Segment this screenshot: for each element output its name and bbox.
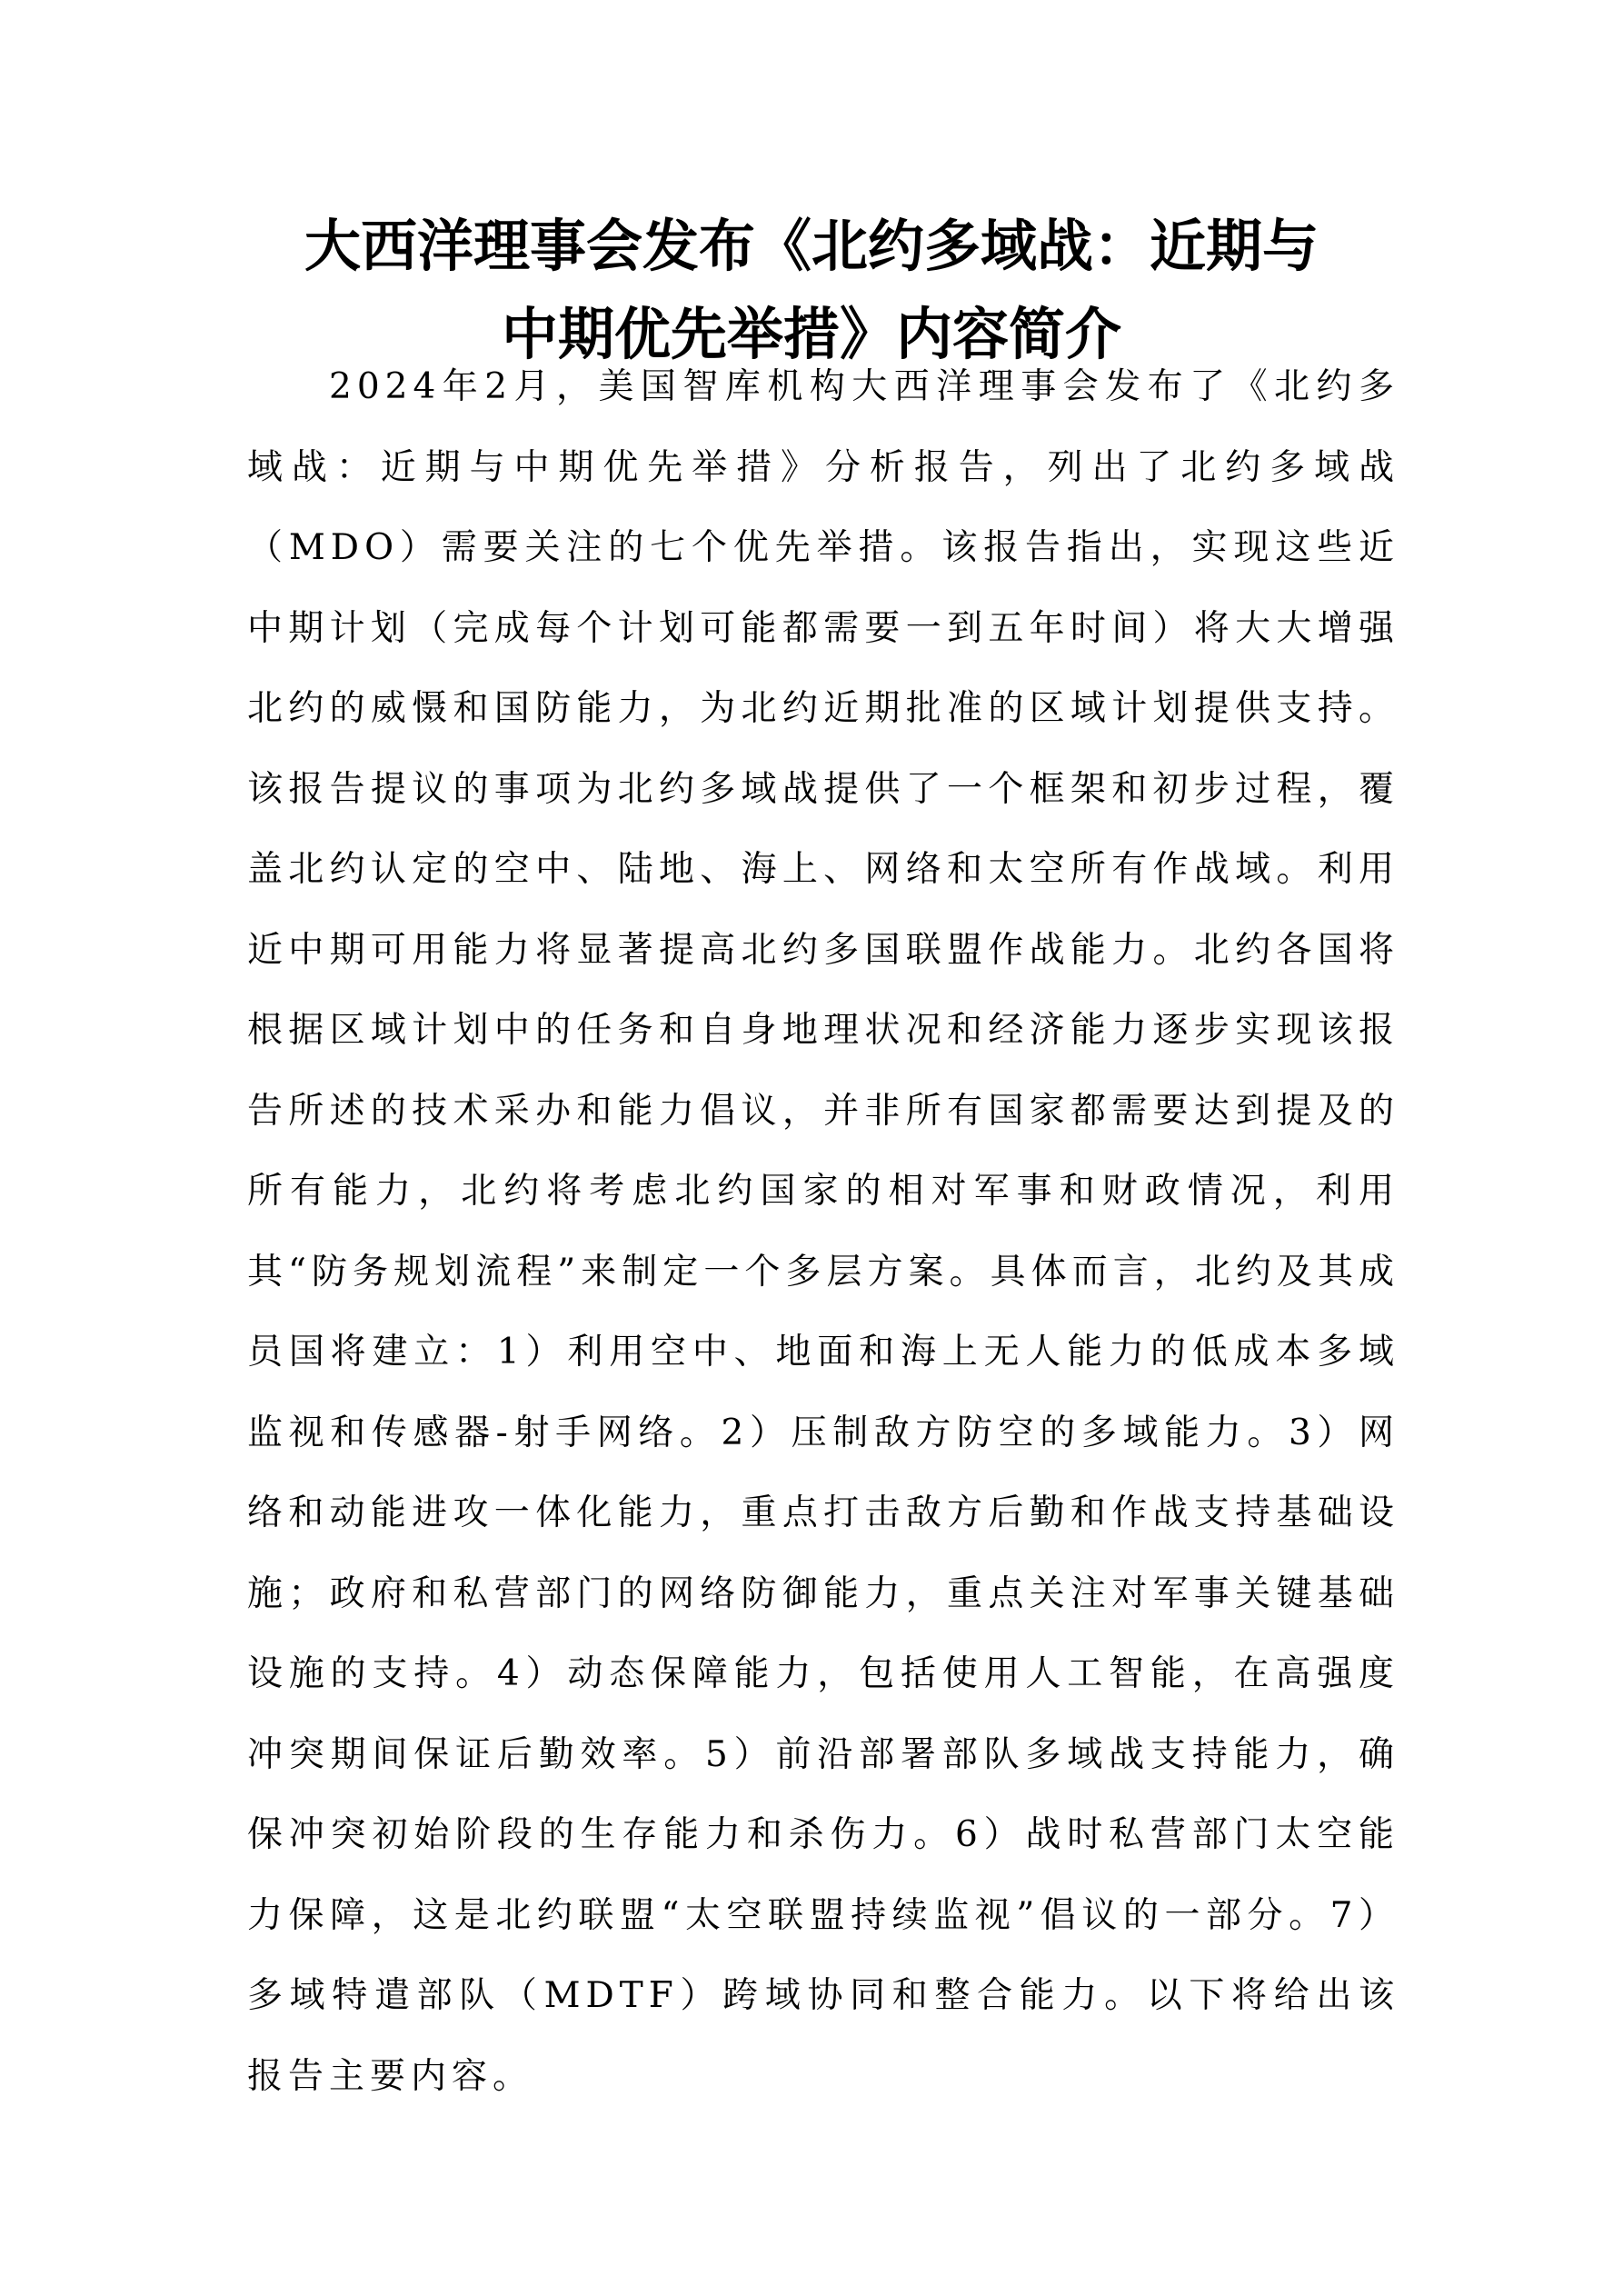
title-line-2: 中期优先举措》内容简介 bbox=[501, 301, 1121, 367]
body-paragraph: 2024年2月，美国智库机构大西洋理事会发布了《北约多域战：近期与中期优先举措》分析报告，列出了北约多域战（MDO）需要关注的七个优先举措。该报告指出，实现这些近中期计划（完成每个计划可能都需要一到五年时间）将大大增强北约的威慑和国防能力，为北约近期批准的区域计划提供支持。该报告提议的事项为北约多域战提供了一个框架和初步过程，覆盖北约认定的空中、陆地、海上、网络和太空所有作战域。利用近中期可用能力将显著提高北约多国联盟作战能力。北约各国将根据区域计划中的任务和自身地理状况和经济能力逐步实现该报告所述的技术采办和能力倡议，并非所有国家都需要达到提及的所有能力，北约将考虑北约国家的相对军事和财政情况，利用其“防务规划流程”来制定一个多层方案。具体而言，北约及其成员国将建立：1）利用空中、地面和海上无人能力的低成本多域监视和传感器-射手网络。2）压制敌方防空的多域能力。3）网络和动能进攻一体化能力，重点打击敌方后勤和作战支持基础设施；政府和私营部门的网络防御能力，重点关注对军事关键基础设施的支持。4）动态保障能力，包括使用人工智能，在高强度冲突期间保证后勤效率。5）前沿部署部队多域战支持能力，确保冲突初始阶段的生存能力和杀伤力。6）战时私营部门太空能力保障，这是北约联盟“太空联盟持续监视”倡议的一部分。7）多域特遣部队（MDTF）跨域协同和整合能力。以下将给出该报告主要内容。 bbox=[247, 366, 1399, 2097]
title-line-1: 大西洋理事会发布《北约多域战：近期与 bbox=[304, 213, 1319, 279]
